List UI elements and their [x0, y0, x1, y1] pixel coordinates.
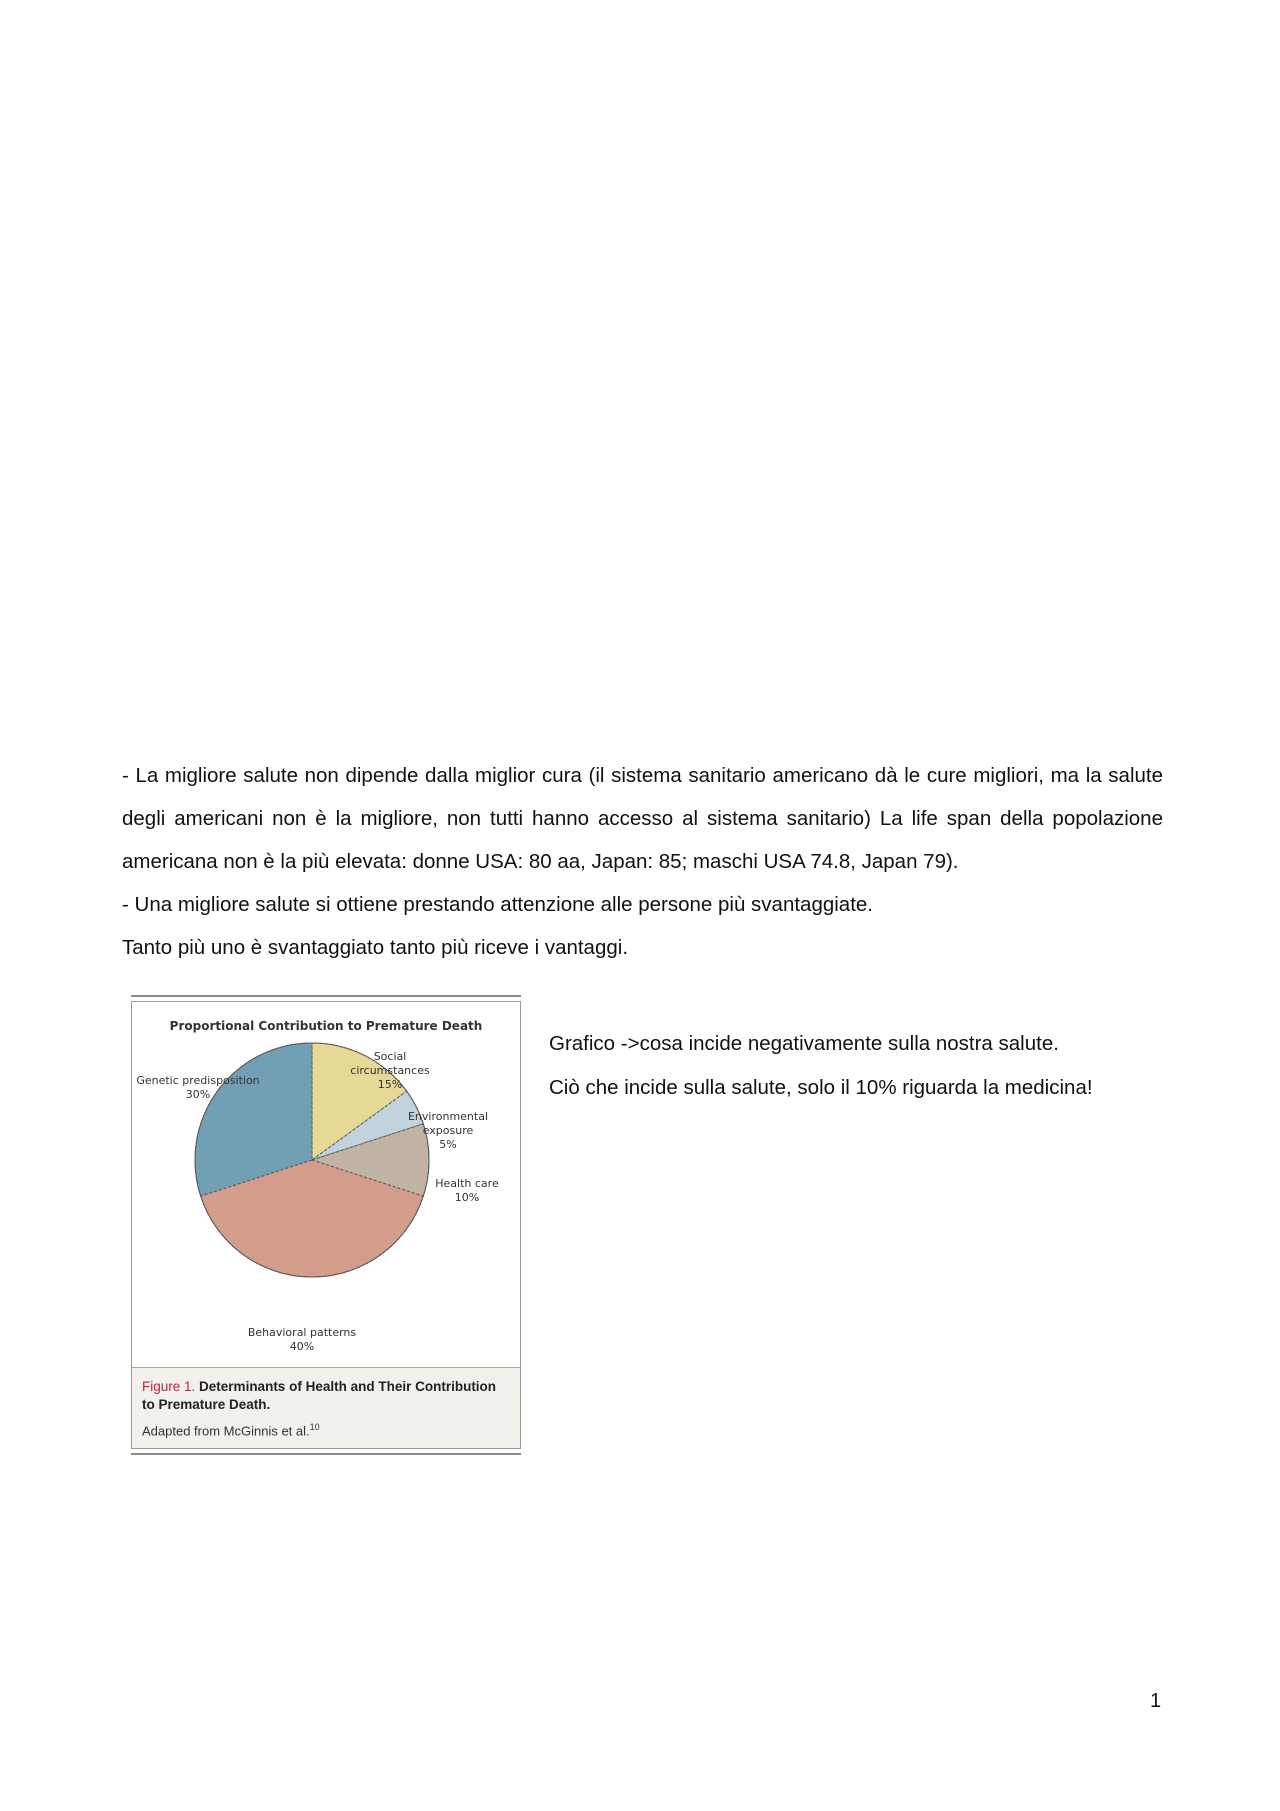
- chart-title: Proportional Contribution to Premature Death: [169, 1019, 483, 1033]
- paragraph-disadvantaged: - Una migliore salute si ottiene prestando attenzione alle persone più svantaggiate.: [122, 893, 873, 916]
- pie-chart: [132, 1002, 520, 1372]
- figure-source-text: Adapted from McGinnis et al.: [142, 1423, 310, 1439]
- figure-panel: [131, 995, 521, 1455]
- paragraph-advantages: Tanto più uno è svantaggiato tanto più riceve i vantaggi.: [122, 936, 629, 959]
- figure-source-ref: 10: [309, 1422, 320, 1432]
- paragraph-health-care: - La migliore salute non dipende dalla miglior cura (il sistema sanitario americano dà le cure migliori, ma la salute degli americani non è la migliore, non tutti hanno accesso al sistema sanitario) La life span della popolazione americana non è la più elevata: donne USA: 80 aa, Japan: 85; maschi USA 74.8, Japan 79).: [122, 764, 1163, 873]
- pie-label-social-circumstances: Social circumstances 15%: [350, 1050, 430, 1091]
- figure-caption-label: Figure 1.: [142, 1379, 196, 1394]
- body-text: [122, 754, 1163, 969]
- page-number: 1: [1150, 1690, 1162, 1712]
- chart-notes: [549, 1022, 1169, 1110]
- figure-frame: [131, 1001, 521, 1449]
- pie-label-behavioral-patterns: Behavioral patterns 40%: [247, 1326, 357, 1353]
- figure-caption-source: [142, 1418, 510, 1440]
- pie-label-health-care: Health care 10%: [435, 1177, 499, 1204]
- pie-label-environmental-exposure: Environmental exposure 5%: [407, 1110, 489, 1151]
- chart-note-medicine: Ciò che incide sulla salute, solo il 10% riguarda la medicina!: [549, 1076, 1093, 1099]
- chart-note-graph: Grafico ->cosa incide negativamente sulla nostra salute.: [549, 1032, 1059, 1055]
- figure-caption-title: Determinants of Health and Their Contribution to Premature Death.: [142, 1379, 497, 1412]
- figure-caption: [132, 1367, 520, 1448]
- pie-label-genetic-predisposition: Genetic predisposition 30%: [136, 1074, 260, 1101]
